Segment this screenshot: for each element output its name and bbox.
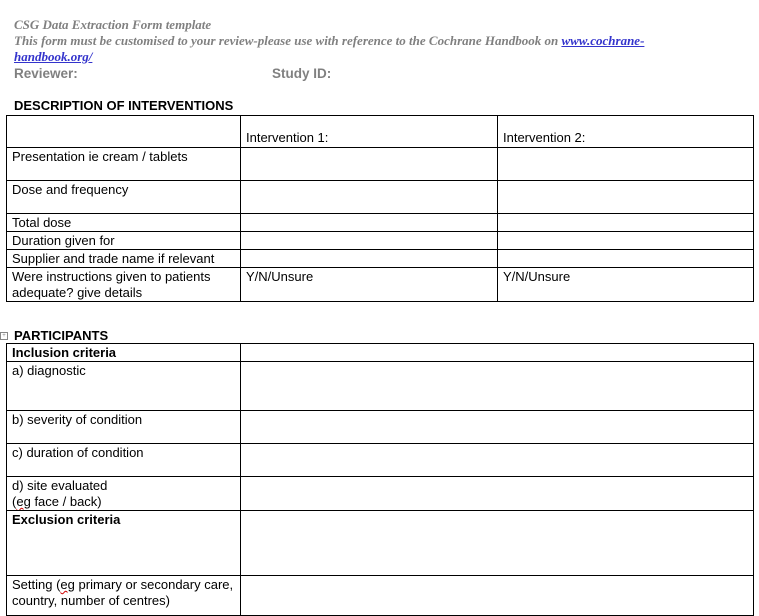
table-row (7, 511, 754, 576)
table-row (7, 148, 754, 181)
intervention-2-dose-cell[interactable] (498, 181, 754, 214)
severity-cell[interactable] (241, 411, 754, 444)
setting-rest: primary or secondary care, country, number of centres) (12, 577, 234, 608)
site-evaluated-cell[interactable] (241, 477, 754, 511)
instructions-text: This form must be customised to your review-please use with reference to the Cochrane Handbook on (14, 33, 559, 48)
site-rest: face / back) (34, 494, 102, 509)
form-instructions (14, 33, 714, 65)
row-label-dose-frequency: Dose and frequency (7, 181, 241, 214)
row-label-total-dose: Total dose (7, 214, 241, 232)
row-label-exclusion-criteria: Exclusion criteria (7, 511, 241, 576)
table-row (7, 214, 754, 232)
intervention-2-duration-cell[interactable] (498, 232, 754, 250)
intervention-2-instructions-cell[interactable]: Y/N/Unsure (498, 268, 754, 302)
duration-condition-cell[interactable] (241, 444, 754, 477)
intervention-1-header: Intervention 1: (241, 116, 498, 148)
row-label-inclusion-criteria: Inclusion criteria (7, 344, 241, 362)
site-line-1: d) site evaluated (12, 478, 108, 493)
table-row (7, 344, 754, 362)
row-label-site-evaluated: d) site evaluated (eg face / back) (7, 477, 241, 511)
intervention-1-duration-cell[interactable] (241, 232, 498, 250)
row-label-supplier: Supplier and trade name if relevant (7, 250, 241, 268)
table-row (7, 411, 754, 444)
table-row (7, 268, 754, 302)
setting-eg: eg (60, 577, 75, 592)
diagnostic-cell[interactable] (241, 362, 754, 411)
table-cell (7, 116, 241, 148)
inclusion-criteria-cell[interactable] (241, 344, 754, 362)
table-row (7, 362, 754, 411)
row-label-duration-condition: c) duration of condition (7, 444, 241, 477)
row-label-setting (7, 576, 241, 616)
form-title: CSG Data Extraction Form template (14, 17, 212, 32)
row-label-instructions: Were instructions given to patients adequate? give details (7, 268, 241, 302)
intervention-1-total-dose-cell[interactable] (241, 214, 498, 232)
table-row (7, 181, 754, 214)
study-id-label: Study ID: (272, 66, 332, 81)
intervention-2-header: Intervention 2: (498, 116, 754, 148)
handbook-link[interactable]: www.cochrane-handbook.org/ (14, 33, 645, 64)
intervention-2-total-dose-cell[interactable] (498, 214, 754, 232)
table-row (7, 477, 754, 511)
intervention-1-dose-cell[interactable] (241, 181, 498, 214)
interventions-section-title: DESCRIPTION OF INTERVENTIONS (14, 98, 234, 113)
site-eg: eg (16, 494, 31, 509)
participants-section-title: PARTICIPANTS (14, 328, 109, 343)
intervention-2-presentation-cell[interactable] (498, 148, 754, 181)
interventions-table (6, 115, 754, 302)
intervention-1-presentation-cell[interactable] (241, 148, 498, 181)
intervention-2-supplier-cell[interactable] (498, 250, 754, 268)
row-label-diagnostic: a) diagnostic (7, 362, 241, 411)
intervention-1-supplier-cell[interactable] (241, 250, 498, 268)
reviewer-label: Reviewer: (14, 66, 78, 81)
exclusion-criteria-cell[interactable] (241, 511, 754, 576)
row-label-severity: b) severity of condition (7, 411, 241, 444)
row-label-duration: Duration given for (7, 232, 241, 250)
intervention-1-instructions-cell[interactable]: Y/N/Unsure (241, 268, 498, 302)
table-move-handle-icon[interactable]: + (0, 332, 8, 340)
table-row (7, 250, 754, 268)
setting-pre: Setting ( (12, 577, 61, 592)
participants-table (6, 343, 754, 616)
setting-cell[interactable] (241, 576, 754, 616)
table-row (7, 232, 754, 250)
row-label-presentation: Presentation ie cream / tablets (7, 148, 241, 181)
table-row (7, 116, 754, 148)
table-row (7, 444, 754, 477)
table-row (7, 576, 754, 616)
